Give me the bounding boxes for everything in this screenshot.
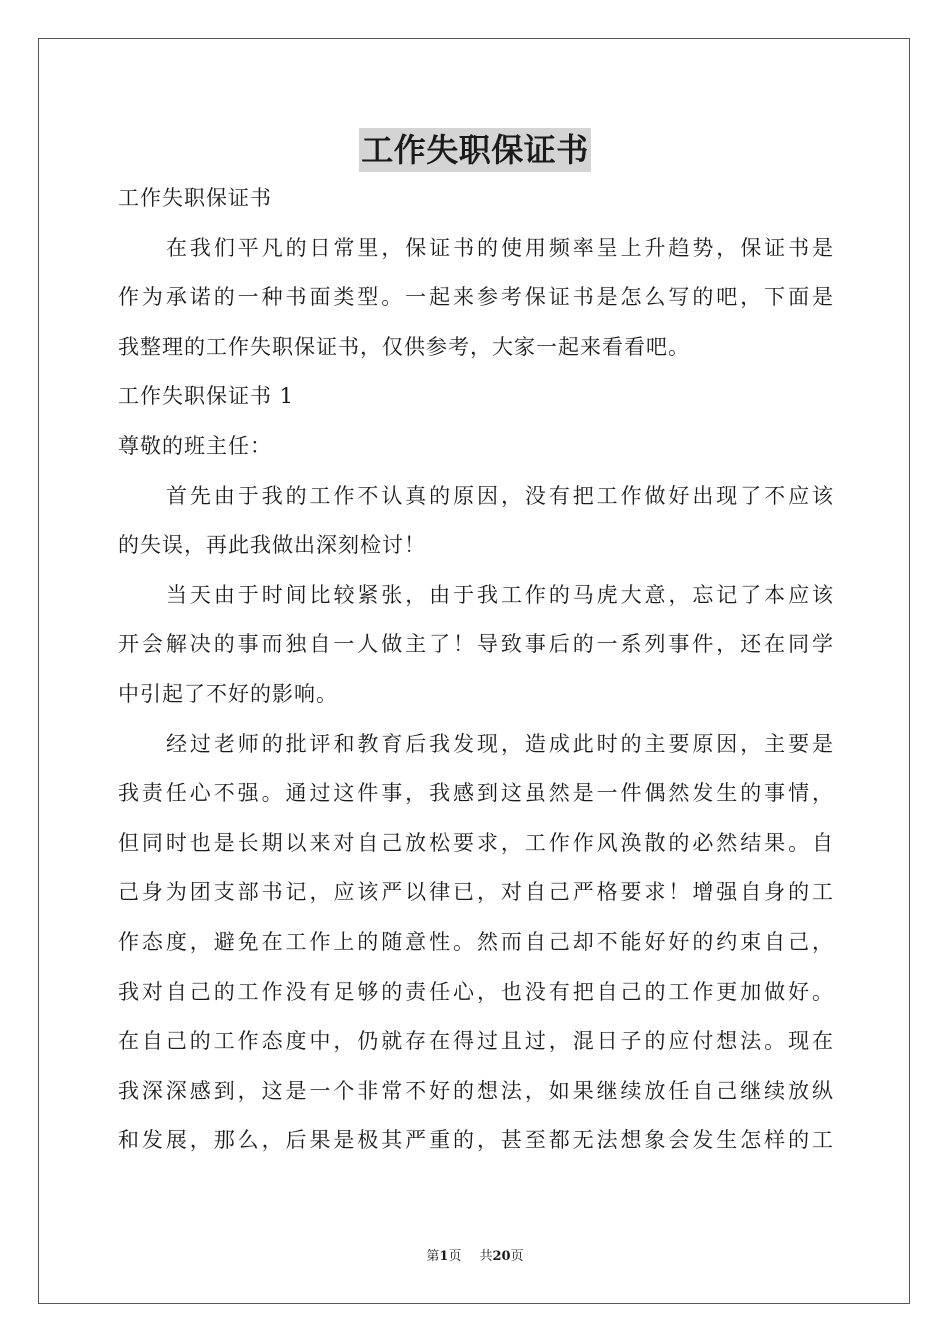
text-line: 的失误，再此我做出深刻检讨！ (118, 533, 426, 558)
text-line: 尊敬的班主任： (118, 433, 272, 458)
text-line: 作为承诺的一种书面类型。一起来参考保证书是怎么写的吧，下面是 (118, 285, 834, 310)
footer-page-suffix: 页 (448, 1249, 462, 1264)
text-line: 我责任心不强。通过这件事，我感到这虽然是一件偶然发生的事情， (118, 781, 834, 806)
document-title: 工作失职保证书 (359, 128, 591, 172)
document-body (118, 174, 834, 1166)
text-line: 我深深感到，这是一个非常不好的想法，如果继续放任自己继续放纵 (118, 1078, 834, 1103)
text-line: 但同时也是长期以来对自己放松要求，工作作风涣散的必然结果。自 (118, 830, 834, 855)
text-line: 在自己的工作态度中，仍就存在得过且过，混日子的应付想法。现在 (118, 1029, 834, 1054)
footer-page-number: 1 (439, 1249, 449, 1264)
text-line: 和发展，那么，后果是极其严重的，甚至都无法想象会发生怎样的工 (118, 1128, 834, 1153)
text-line: 己身为团支部书记，应该严以律已，对自己严格要求！增强自身的工 (118, 880, 834, 905)
text-line: 开会解决的事而独自一人做主了！导致事后的一系列事件，还在同学 (118, 632, 834, 657)
footer-page-prefix: 第 (426, 1249, 440, 1264)
text-line: 我对自己的工作没有足够的责任心，也没有把自己的工作更加做好。 (118, 979, 834, 1004)
text-line: 经过老师的批评和教育后我发现，造成此时的主要原因，主要是 (166, 731, 834, 756)
footer-total-pages: 20 (492, 1249, 511, 1264)
text-line: 首先由于我的工作不认真的原因，没有把工作做好出现了不应该 (166, 483, 834, 508)
page-footer (0, 1248, 950, 1266)
text-line: 作态度，避免在工作上的随意性。然而自己却不能好好的约束自己， (118, 929, 834, 954)
text-line: 在我们平凡的日常里，保证书的使用频率呈上升趋势，保证书是 (166, 235, 834, 260)
footer-total-suffix: 页 (510, 1249, 524, 1264)
text-line: 工作失职保证书 (118, 186, 272, 210)
text-line: 工作失职保证书 1 (118, 384, 295, 409)
footer-total-prefix: 共 (479, 1249, 493, 1264)
text-line: 当天由于时间比较紧张，由于我工作的马虎大意，忘记了本应该 (166, 582, 834, 607)
text-line: 我整理的工作失职保证书，仅供参考，大家一起来看看吧。 (118, 334, 690, 359)
text-line: 中引起了不好的影响。 (118, 681, 338, 706)
title-container (0, 128, 950, 172)
